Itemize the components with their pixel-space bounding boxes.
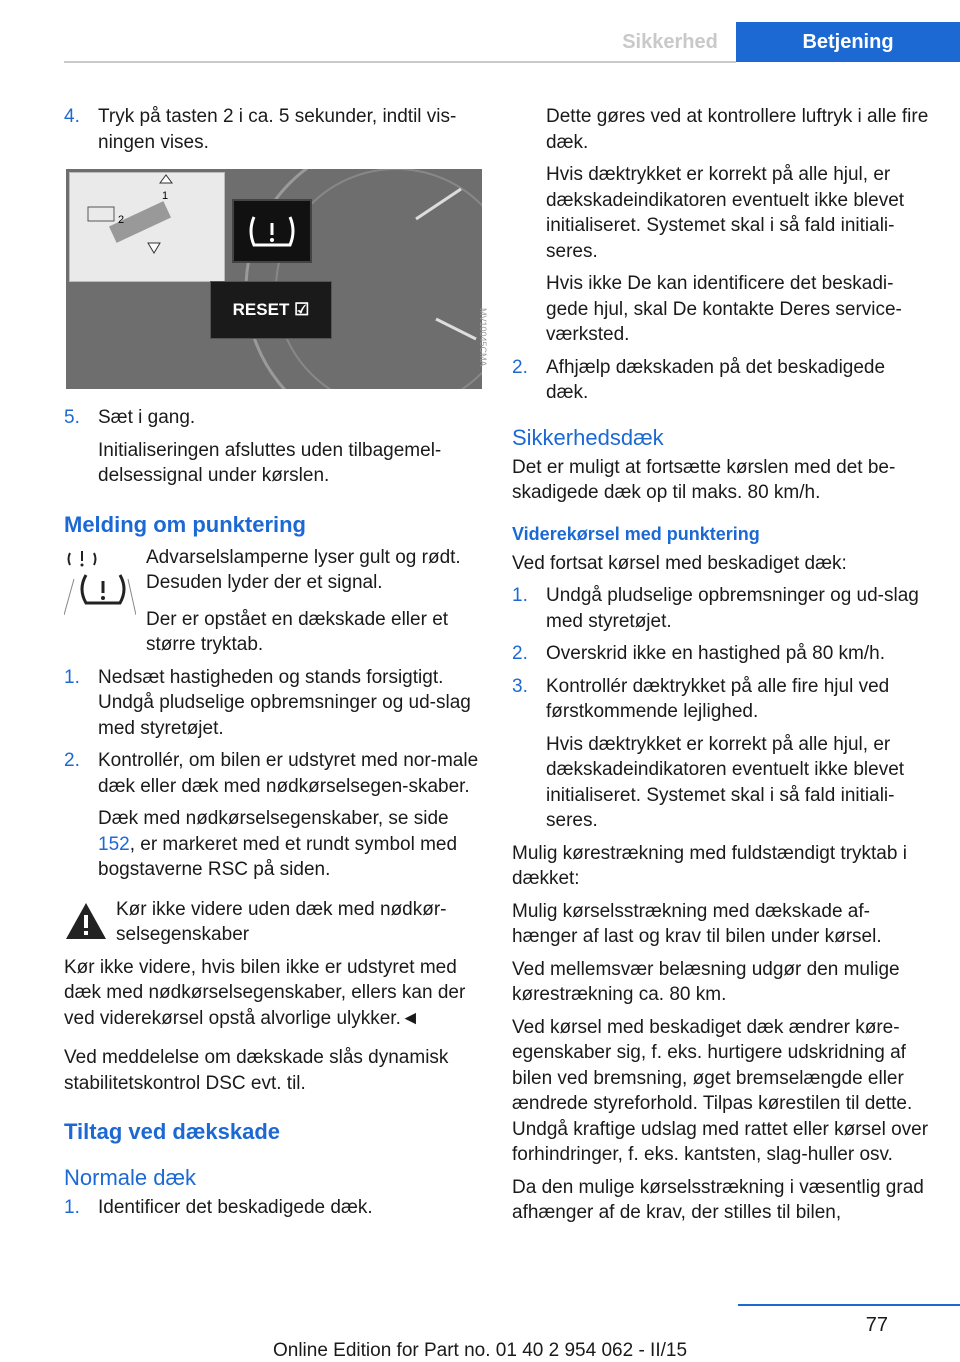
list-number: 5.: [64, 407, 80, 428]
list-item: [512, 641, 932, 667]
list-number: 1.: [512, 585, 528, 606]
tire-warning-lamp-icon: [64, 545, 136, 615]
list-item: [64, 104, 484, 155]
list-number: 2.: [64, 750, 80, 771]
heading-sikkerhedsdaek: Sikkerhedsdæk: [512, 424, 664, 450]
paragraph: Mulig kørselsstrækning med dækskade af-hænger af last og krav til bilen under kørsel.: [512, 900, 882, 947]
paragraph: Da den mulige kørselsstrækning i væsentlig grad afhænger af de krav, der stilles til bilen,: [512, 1176, 924, 1223]
list-text: Overskrid ikke en hastighed på 80 km/h.: [546, 643, 886, 664]
figure-watermark: MV10045CMA: [478, 308, 488, 367]
warning-triangle-icon: [64, 901, 108, 941]
list-number: 1.: [64, 1197, 80, 1218]
tire-pressure-icon: [234, 201, 310, 261]
list-number: 4.: [64, 106, 80, 127]
callout-1: 1: [162, 190, 169, 202]
list-number: 2.: [512, 356, 528, 378]
list-number: 2.: [512, 643, 528, 664]
list-item: [64, 665, 484, 742]
videre-intro: Ved fortsat kørsel med beskadiget dæk:: [512, 552, 847, 574]
list-number: 3.: [512, 675, 528, 697]
list-text: Afhjælp dækskaden på det beskadigede dæk.: [546, 356, 886, 403]
lamp-description: Advarselslamperne lyser gult og rødt. Desuden lyder der et signal.: [146, 546, 461, 593]
header-divider: [64, 61, 736, 63]
dsc-note: Ved meddelelse om dækskade slås dynamisk stabilitetskontrol DSC evt. til.: [64, 1047, 449, 1094]
heading-normale: Normale dæk: [64, 1165, 197, 1190]
lamp-description-2: Der er opstået en dækskade eller et større tryktab.: [146, 608, 449, 655]
list-subtext: [64, 806, 484, 883]
list-number: 1.: [64, 666, 80, 688]
heading-melding: Melding om punktering: [64, 511, 306, 537]
checkmark-icon: ☑: [294, 300, 310, 319]
caution-title: Kør ikke videre uden dæk med nødkør-selsegenskaber: [116, 898, 447, 945]
reset-label: RESET: [232, 300, 290, 319]
caution-note: [64, 897, 484, 948]
page-header: [0, 0, 960, 62]
list-item: [512, 674, 932, 725]
stalk-drawing: [70, 173, 224, 281]
page-link-152[interactable]: 152: [98, 833, 130, 855]
list-subtext: Initialiseringen afsluttes uden tilbagemel-delsessignal under kørslen.: [98, 439, 442, 486]
list-item: [512, 355, 932, 406]
page-number: 77: [865, 1314, 888, 1336]
list-subtext: Dette gøres ved at kontrollere luftryk i alle fire dæk.: [546, 106, 929, 153]
list-text: Tryk på tasten 2 i ca. 5 sekunder, indtil vis-ningen vises.: [98, 106, 457, 153]
callout-2: 2: [118, 214, 125, 226]
paragraph: Ved kørsel med beskadiget dæk ændrer køre-egenskaber sig, f. eks. hurtigere udskridning af bilen ved bremsning, øget bremselængde eller ændrede styreforhold. Tilpas kørestilen til dette. Undgå kraftige udslag med rattet eller kørsel over forhindringer, f. eks. kantsten, slag-huller osv.: [512, 1016, 929, 1165]
list-text: Sæt i gang.: [98, 407, 196, 428]
reset-display: [210, 281, 332, 339]
list-text: Kontrollér dæktrykket på alle fire hjul ved førstkommende lejlighed.: [546, 675, 890, 722]
heading-viderekoersel: Viderekørsel med punktering: [512, 523, 760, 544]
list-subtext: Hvis ikke De kan identificere det beskadi-gede hjul, skal De kontakte Deres service-værksted.: [546, 273, 902, 345]
sikkerhed-text: Det er muligt at fortsætte kørslen med det be-skadigede dæk op til maks. 80 km/h.: [512, 456, 896, 503]
tab-sikkerhed[interactable]: Sikkerhed: [622, 31, 718, 53]
list-text: Undgå pludselige opbremsninger og ud-slag med styretøjet.: [546, 585, 919, 632]
steering-column-figure: [66, 169, 482, 389]
list-item: [512, 583, 932, 634]
stalk-inset: [69, 172, 225, 282]
subtext-part: , er markeret med et rundt symbol med bogstaverne RSC på siden.: [98, 833, 458, 880]
list-text: Nedsæt hastigheden og stands forsigtigt. Undgå pludselige opbremsninger og ud-slag med styretøjet.: [98, 666, 471, 739]
list-item: [64, 748, 484, 799]
list-text: Identificer det beskadigede dæk.: [98, 1197, 373, 1218]
footer-divider: [738, 1304, 960, 1306]
list-subtext: Hvis dæktrykket er korrekt på alle hjul, er dækskadeindikatoren eventuelt ikke blevet initialiseret. Systemet skal i så fald initiali-seres.: [546, 733, 905, 831]
left-column: [64, 104, 484, 1228]
tab-betjening[interactable]: Betjening: [736, 22, 960, 62]
right-column: [512, 104, 932, 1233]
tpms-display: [232, 199, 312, 263]
warning-lamp-row: [64, 545, 484, 609]
list-item: [64, 405, 484, 431]
list-item: [64, 1195, 484, 1221]
paragraph: Ved mellemsvær belæsning udgør den mulige kørestrækning ca. 80 km.: [512, 958, 900, 1005]
heading-tiltag: Tiltag ved dækskade: [64, 1119, 281, 1144]
subtext-part: Dæk med nødkørselsegenskaber, se side: [98, 808, 449, 829]
edition-line: Online Edition for Part no. 01 40 2 954 062 - II/15: [272, 1340, 688, 1361]
paragraph: Mulig kørestrækning med fuldstændigt tryktab i dækket:: [512, 842, 907, 889]
caution-body: Kør ikke videre, hvis bilen ikke er udstyret med dæk med nødkørselsegenskaber, ellers kan der ved viderekørsel opstå alvorlige ulykker.◄: [64, 956, 466, 1029]
list-text: Kontrollér, om bilen er udstyret med nor-male dæk eller dæk med nødkørselsegen-skaber.: [98, 750, 479, 797]
list-subtext: Hvis dæktrykket er korrekt på alle hjul, er dækskadeindikatoren eventuelt ikke blevet initialiseret. Systemet skal i så fald initiali-seres.: [546, 164, 905, 262]
